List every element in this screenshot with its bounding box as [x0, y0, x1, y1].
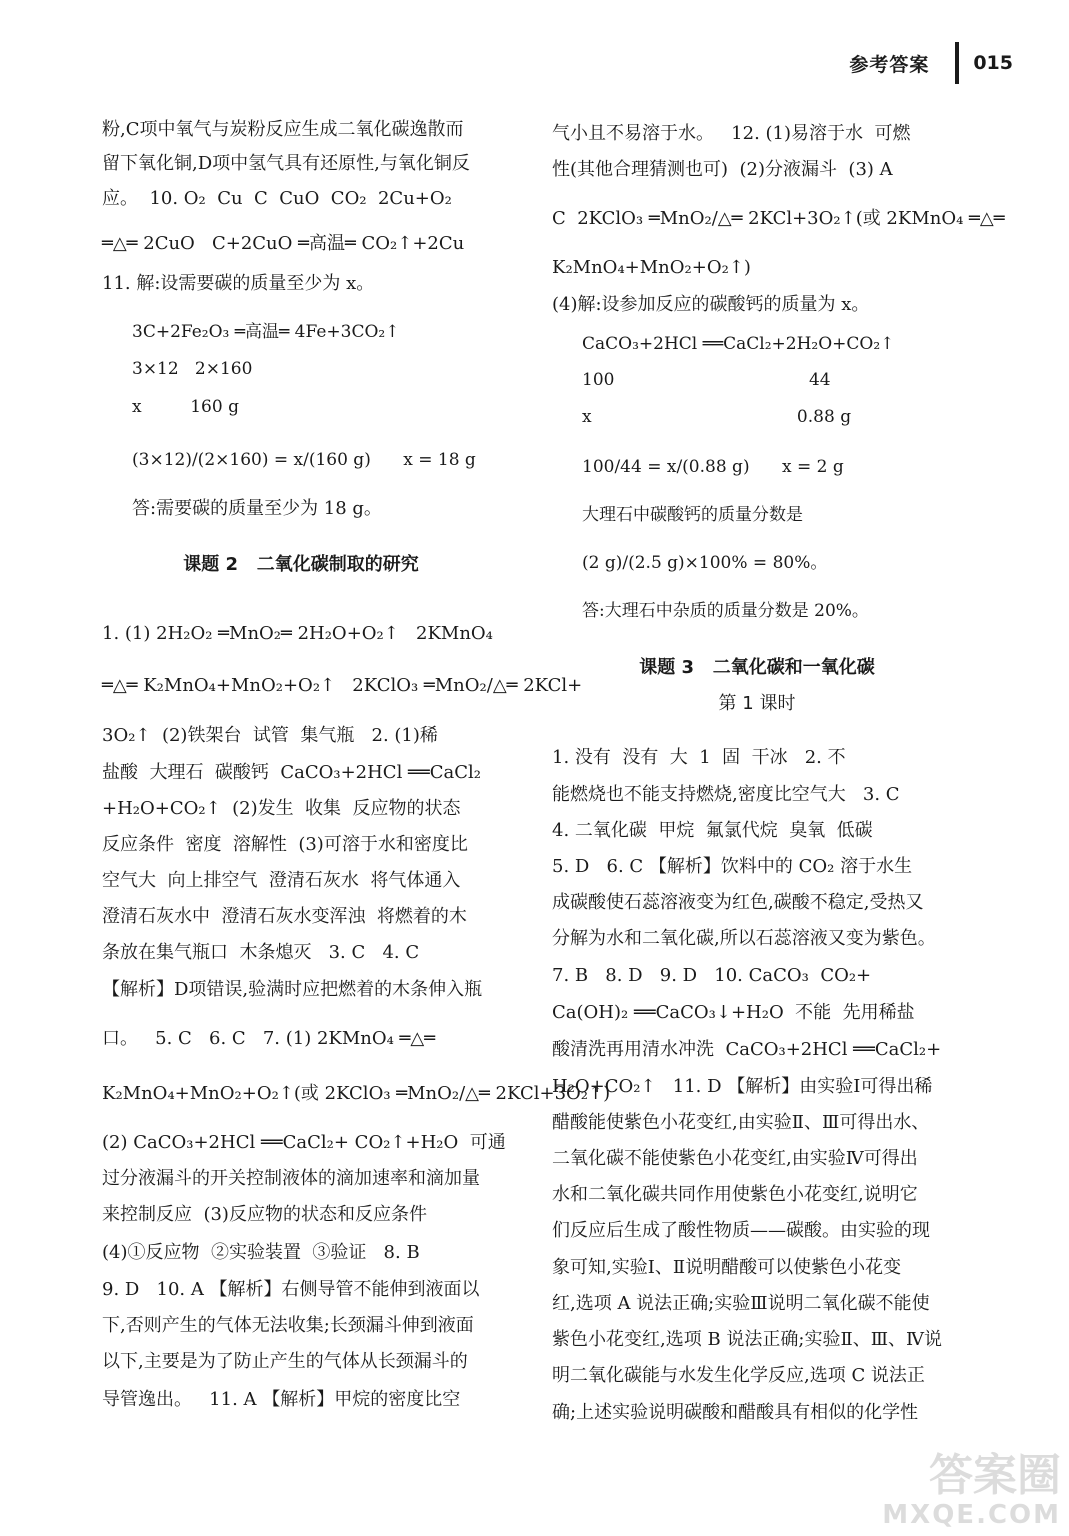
left-body-line: 口。 5. C 6. C 7. (1) 2KMnO₄ ═△═	[102, 1028, 436, 1049]
right-body-line: 1. 没有 没有 大 1 固 干冰 2. 不	[552, 747, 846, 768]
right-body-line: H₂O+CO₂↑ 11. D 【解析】由实验Ⅰ可得出稀	[552, 1076, 933, 1097]
answer-line: 答:需要碳的质量至少为 18 g。	[132, 498, 382, 519]
header-divider	[955, 42, 959, 84]
right-line: K₂MnO₄+MnO₂+O₂↑)	[552, 257, 751, 278]
equation-line: 大理石中碳酸钙的质量分数是	[582, 505, 803, 525]
left-body-line: 澄清石灰水中 澄清石灰水变浑浊 将燃着的木	[102, 906, 467, 927]
right-line: 性(其他合理猜测也可) (2)分液漏斗 (3) A	[552, 159, 893, 180]
left-line: 11. 解:设需要碳的质量至少为 x。	[102, 273, 375, 294]
page-header	[849, 48, 1013, 78]
page-number: 015	[973, 52, 1013, 74]
left-body-line: (4)①反应物 ②实验装置 ③验证 8. B	[102, 1242, 420, 1263]
equation-line: 3C+2Fe₂O₃ ═高温═ 4Fe+3CO₂↑	[132, 322, 400, 342]
right-body-line: 能燃烧也不能支持燃烧,密度比空气大 3. C	[552, 784, 900, 805]
equation-line: 3×12 2×160	[132, 359, 253, 379]
left-body-line: 盐酸 大理石 碳酸钙 CaCO₃+2HCl ══CaCl₂	[102, 762, 481, 783]
right-body-line: 4. 二氧化碳 甲烷 氟氯代烷 臭氧 低碳	[552, 820, 873, 841]
left-body-line: 9. D 10. A 【解析】右侧导管不能伸到液面以	[102, 1279, 480, 1300]
right-line: (4)解:设参加反应的碳酸钙的质量为 x。	[552, 294, 870, 315]
watermark-text: 答案圈	[929, 1450, 1061, 1501]
section-heading: 课题 2 二氧化碳制取的研究	[183, 554, 419, 575]
right-body-line: 5. D 6. C 【解析】饮料中的 CO₂ 溶于水生	[552, 856, 913, 877]
left-body-line: 3O₂↑ (2)铁架台 试管 集气瓶 2. (1)稀	[102, 725, 438, 746]
answer-line: 答:大理石中杂质的质量分数是 20%。	[582, 601, 869, 621]
left-body-line: 导管逸出。 11. A 【解析】甲烷的密度比空	[102, 1389, 461, 1410]
right-line: 气小且不易溶于水。 12. (1)易溶于水 可燃	[552, 123, 911, 144]
left-body-line: 【解析】D项错误,验满时应把燃着的木条伸入瓶	[102, 979, 483, 1000]
right-body-line: 们反应后生成了酸性物质——碳酸。由实验的现	[552, 1220, 930, 1241]
left-body-line: K₂MnO₄+MnO₂+O₂↑(或 2KClO₃ ═MnO₂/△═ 2KCl+3O₂↑)	[102, 1083, 611, 1104]
left-body-line: (2) CaCO₃+2HCl ══CaCl₂+ CO₂↑+H₂O 可通	[102, 1132, 506, 1153]
left-line: 留下氧化铜,D项中氢气具有还原性,与氧化铜反	[102, 153, 470, 174]
left-line: ═△═ 2CuO C+2CuO ═高温═ CO₂↑+2Cu	[102, 233, 465, 254]
left-body-line: 1. (1) 2H₂O₂ ═MnO₂═ 2H₂O+O₂↑ 2KMnO₄	[102, 623, 493, 644]
left-body-line: 下,否则产生的气体无法收集;长颈漏斗伸到液面	[102, 1315, 474, 1336]
right-body-line: 7. B 8. D 9. D 10. CaCO₃ CO₂+	[552, 965, 872, 986]
left-body-line: 过分液漏斗的开关控制液体的滴加速率和滴加量	[102, 1168, 480, 1189]
equation-line: 100/44 = x/(0.88 g) x = 2 g	[582, 457, 844, 477]
watermark-url: MXQE.COM	[882, 1500, 1061, 1530]
left-line: 粉,C项中氧气与炭粉反应生成二氧化碳逸散而	[102, 119, 464, 140]
left-body-line: ═△═ K₂MnO₄+MnO₂+O₂↑ 2KClO₃ ═MnO₂/△═ 2KCl+	[102, 675, 583, 696]
watermark-logo	[882, 1440, 1061, 1530]
right-body-line: 醋酸能使紫色小花变红,由实验Ⅱ、Ⅲ可得出水、	[552, 1112, 930, 1133]
right-line: C 2KClO₃ ═MnO₂/△═ 2KCl+3O₂↑(或 2KMnO₄ ═△═	[552, 208, 1005, 229]
right-body-line: 二氧化碳不能使紫色小花变红,由实验Ⅳ可得出	[552, 1148, 918, 1169]
right-body-line: 明二氧化碳能与水发生化学反应,选项 C 说法正	[552, 1365, 925, 1386]
equation-line: 100 44	[582, 370, 831, 390]
left-line: 应。 10. O₂ Cu C CuO CO₂ 2Cu+O₂	[102, 188, 452, 209]
header-label: 参考答案	[849, 53, 930, 76]
right-body-line: Ca(OH)₂ ══CaCO₃↓+H₂O 不能 先用稀盐	[552, 1002, 915, 1023]
right-body-line: 象可知,实验Ⅰ、Ⅱ说明醋酸可以使紫色小花变	[552, 1257, 902, 1278]
right-body-line: 分解为水和二氧化碳,所以石蕊溶液又变为紫色。	[552, 928, 936, 949]
equation-line: x 0.88 g	[582, 407, 852, 427]
equation-line: CaCO₃+2HCl ══CaCl₂+2H₂O+CO₂↑	[582, 334, 895, 354]
right-body-line: 酸清洗再用清水冲洗 CaCO₃+2HCl ══CaCl₂+	[552, 1039, 942, 1060]
left-body-line: 空气大 向上排空气 澄清石灰水 将气体通入	[102, 870, 461, 891]
right-body-line: 成碳酸使石蕊溶液变为红色,碳酸不稳定,受热又	[552, 892, 924, 913]
equation-line: (3×12)/(2×160) = x/(160 g) x = 18 g	[132, 450, 476, 470]
equation-line: x 160 g	[132, 397, 239, 417]
left-body-line: 来控制反应 (3)反应物的状态和反应条件	[102, 1204, 427, 1225]
right-body-line: 红,选项 A 说法正确;实验Ⅲ说明二氧化碳不能使	[552, 1293, 930, 1314]
section-heading: 课题 3 二氧化碳和一氧化碳	[639, 657, 875, 678]
left-body-line: 条放在集气瓶口 木条熄灭 3. C 4. C	[102, 942, 420, 963]
sub-heading: 第 1 课时	[718, 693, 796, 714]
left-body-line: 以下,主要是为了防止产生的气体从长颈漏斗的	[102, 1351, 468, 1372]
equation-line: (2 g)/(2.5 g)×100% = 80%。	[582, 553, 828, 573]
right-body-line: 水和二氧化碳共同作用使紫色小花变红,说明它	[552, 1184, 918, 1205]
right-body-line: 紫色小花变红,选项 B 说法正确;实验Ⅱ、Ⅲ、Ⅳ说	[552, 1329, 943, 1350]
right-body-line: 确;上述实验说明碳酸和醋酸具有相似的化学性	[552, 1402, 919, 1423]
left-body-line: 反应条件 密度 溶解性 (3)可溶于水和密度比	[102, 834, 468, 855]
left-body-line: +H₂O+CO₂↑ (2)发生 收集 反应物的状态	[102, 798, 461, 819]
